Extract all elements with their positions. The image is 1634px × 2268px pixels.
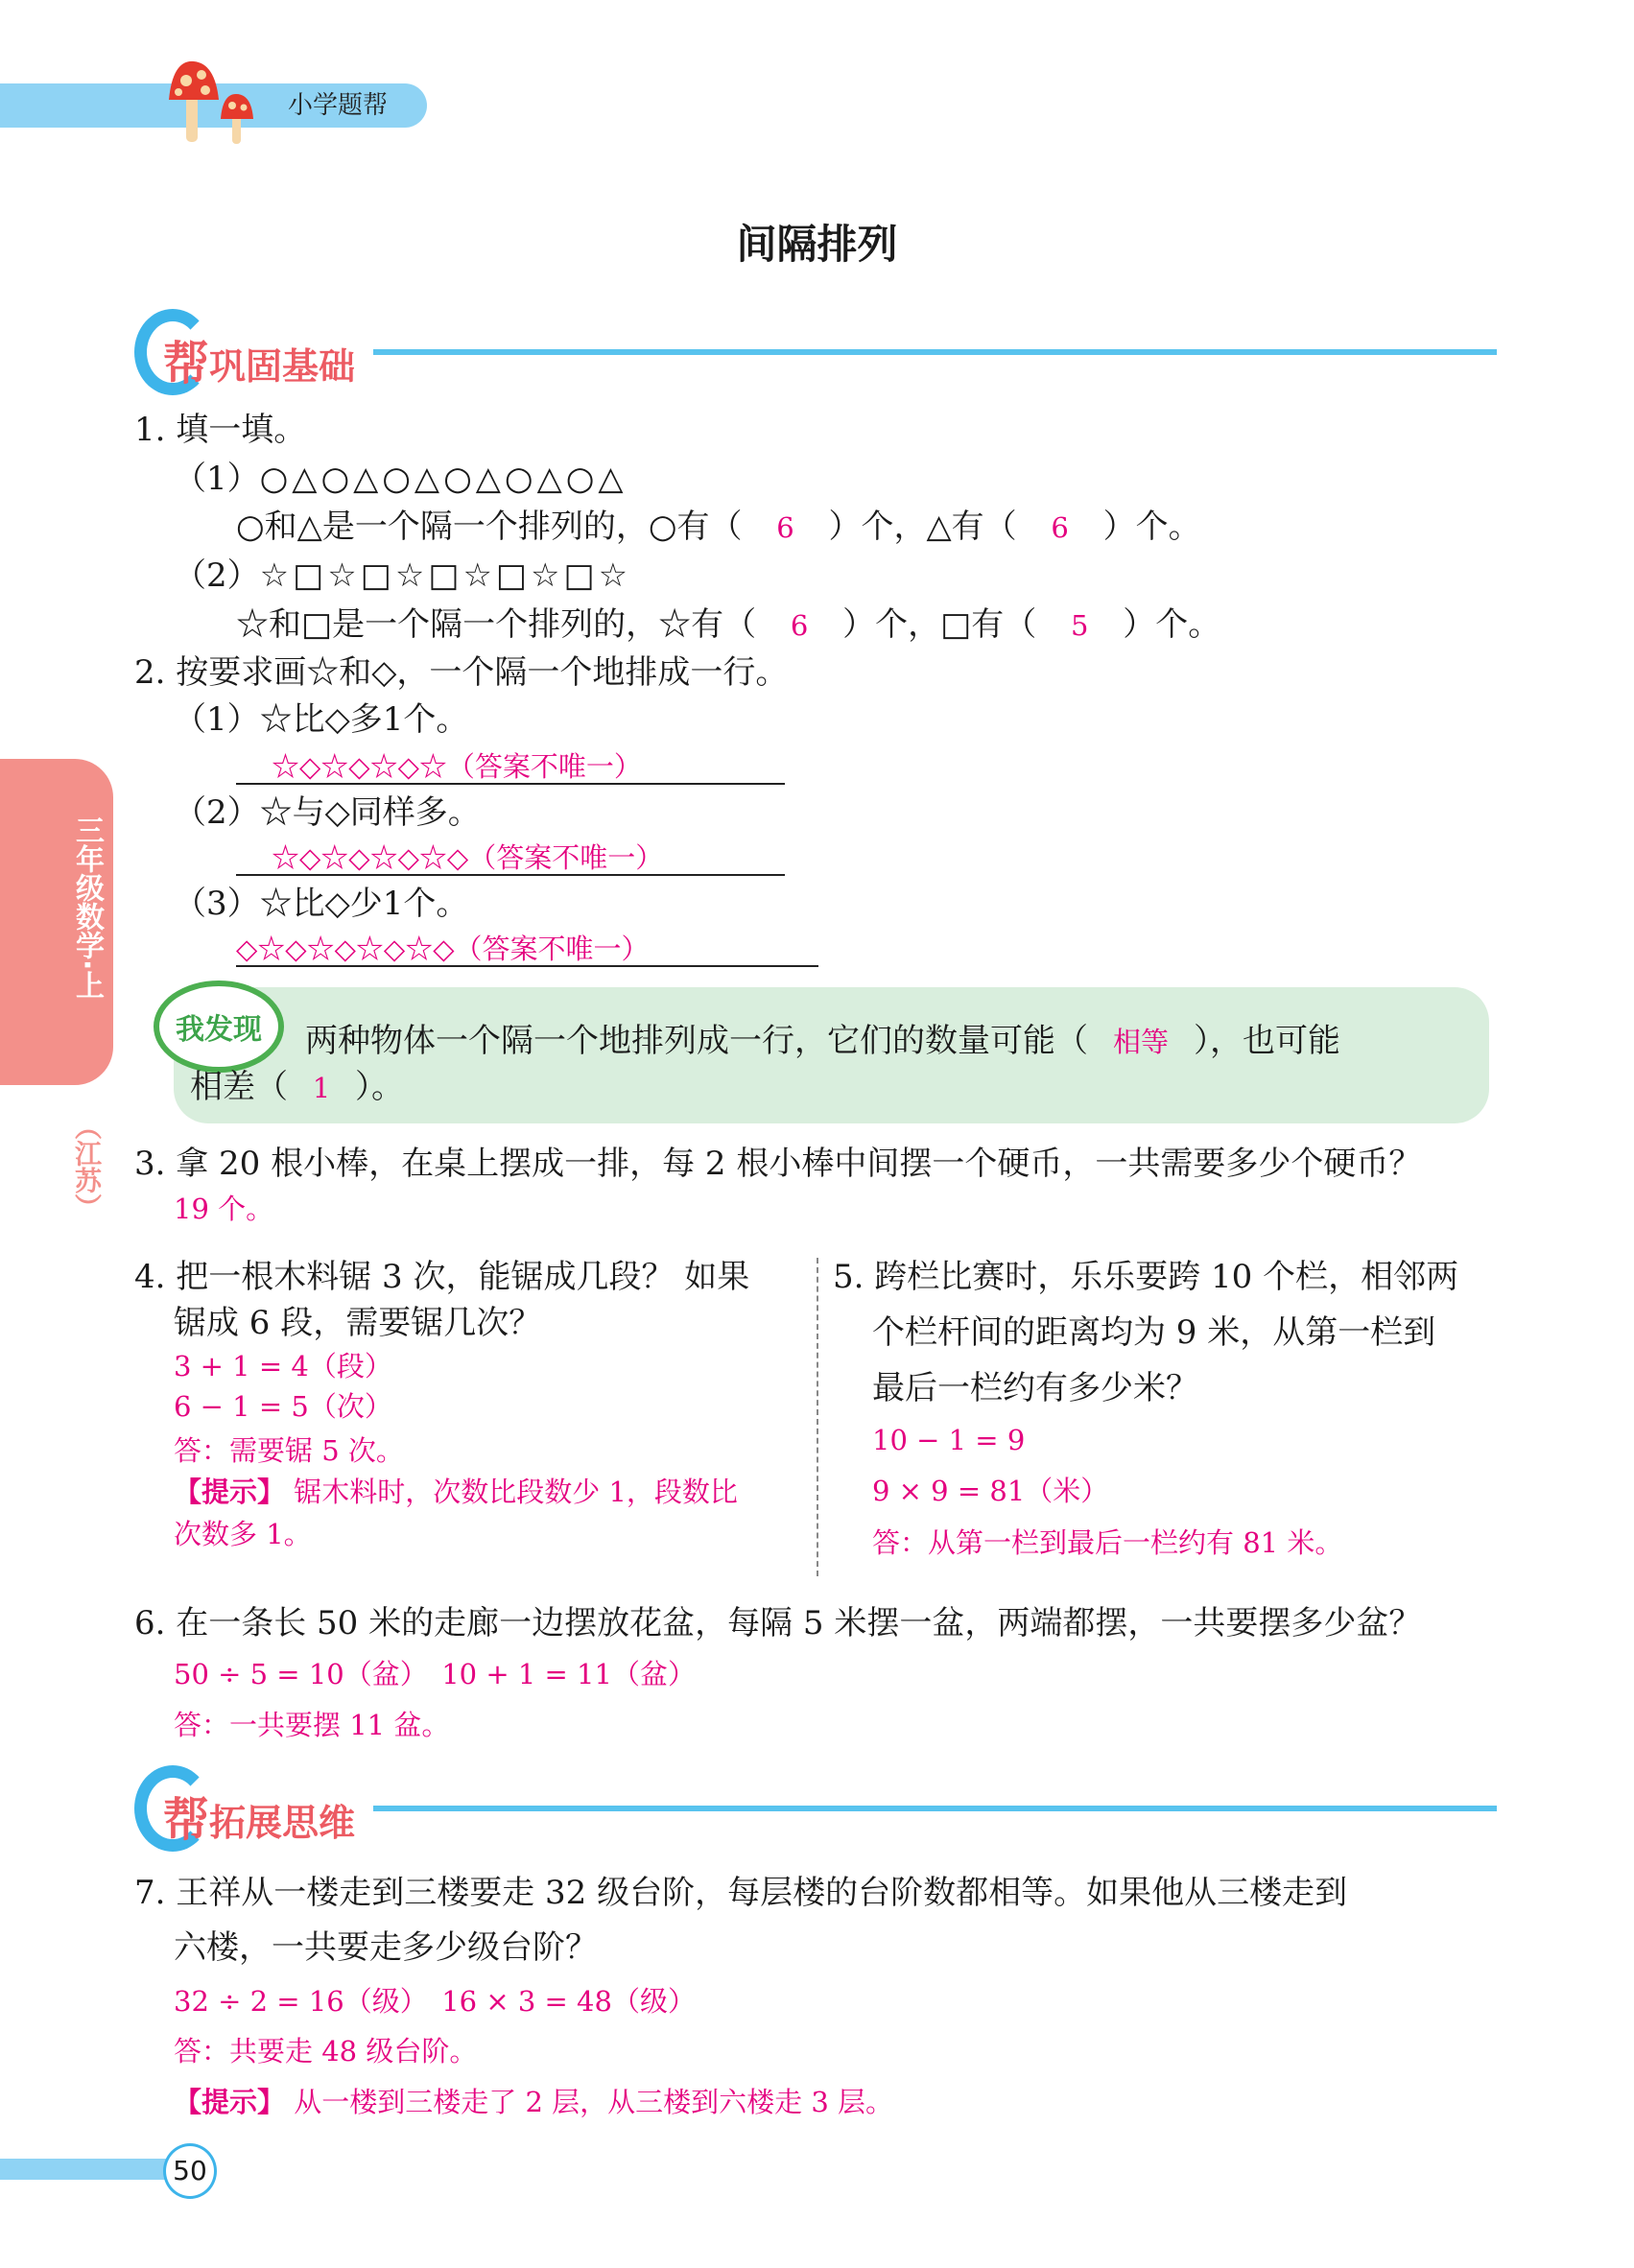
section-badge-char: 帮 <box>163 337 210 390</box>
shape-sequence: ☆□☆□☆□☆□☆□☆ <box>259 556 632 595</box>
discover-line-1 <box>305 1017 1340 1066</box>
shape-sequence: ○△○△○△○△○△○△ <box>259 460 628 498</box>
section-title: 拓展思维 <box>209 1802 356 1844</box>
statement-text: ）个。 <box>1123 605 1221 644</box>
q2-item-label: （2）☆与◇同样多。 <box>174 793 481 832</box>
statement-text: ）个，△有（ <box>828 508 1017 546</box>
q7-question-line-1: 7. 王祥从一楼走到三楼要走 32 级台阶，每层楼的台阶数都相等。如果他从三楼走到 <box>134 1874 1348 1912</box>
side-tab-label: 三年级数学·上 <box>70 815 104 1000</box>
q4-work-line: 3 + 1 = 4（段） <box>174 1350 392 1382</box>
statement-text: ○和△是一个隔一个排列的，○有（ <box>236 508 743 546</box>
hint-text: 从一楼到三楼走了 2 层，从三楼到六楼走 3 层。 <box>294 2086 894 2118</box>
q7-answer: 答：共要走 48 级台阶。 <box>174 2035 478 2067</box>
q3-question: 3. 拿 20 根小棒，在桌上摆成一排，每 2 根小棒中间摆一个硬币，一共需要多少个硬币？ <box>134 1145 1422 1183</box>
discover-badge-label: 我发现 <box>176 1013 262 1047</box>
q6-question: 6. 在一条长 50 米的走廊一边摆放花盆，每隔 5 米摆一盆，两端都摆，一共要摆多少盆？ <box>134 1604 1422 1642</box>
discover-text: ），也可能 <box>1194 1022 1340 1060</box>
discover-text: ）。 <box>355 1068 404 1106</box>
q5-question-line-1: 5. 跨栏比赛时，乐乐要跨 10 个栏，相邻两 <box>833 1258 1459 1296</box>
q3-answer: 19 个。 <box>174 1193 274 1225</box>
discover-text: 相差（ <box>190 1068 288 1106</box>
page-number: 50 <box>163 2143 217 2199</box>
q2-item-label: （3）☆比◇少1个。 <box>174 885 469 923</box>
discover-text: 两种物体一个隔一个地排列成一行，它们的数量可能（ <box>305 1022 1088 1060</box>
q5-work-line: 9 × 9 = 81（米） <box>872 1475 1109 1507</box>
q7-hint <box>174 2078 893 2126</box>
q2-item-answer: ◇☆◇☆◇☆◇☆◇（答案不唯一） <box>236 933 650 965</box>
answer-blank: 6 <box>1051 511 1069 544</box>
q4-answer: 答：需要锯 5 次。 <box>174 1434 404 1467</box>
statement-text: ）个，□有（ <box>842 605 1037 644</box>
q2-item-answer: ☆◇☆◇☆◇☆（答案不唯一） <box>272 750 642 783</box>
q1-part2-statement <box>236 601 1220 650</box>
discover-badge <box>154 980 284 1073</box>
brand-name: 小学题帮 <box>288 91 389 120</box>
answer-blank: 相等 <box>1112 1026 1169 1058</box>
q2-item-answer: ☆◇☆◇☆◇☆◇（答案不唯一） <box>272 841 664 874</box>
section-title: 巩固基础 <box>209 345 356 388</box>
q1-part1-statement <box>236 503 1201 552</box>
q2-title: 2. 按要求画☆和◇，一个隔一个地排成一行。 <box>134 653 789 692</box>
page-title: 间隔排列 <box>736 221 898 268</box>
q7-question-line-2: 六楼，一共要走多少级台阶？ <box>174 1928 598 1967</box>
q1-title: 1. 填一填。 <box>134 411 307 449</box>
section-badge-char: 帮 <box>163 1793 210 1847</box>
answer-line <box>236 783 785 785</box>
answer-line <box>236 874 785 876</box>
q5-question-line-3: 最后一栏约有多少米？ <box>872 1369 1198 1407</box>
q4-work-line: 6 − 1 = 5（次） <box>174 1390 392 1423</box>
q5-work-line: 10 − 1 = 9 <box>872 1424 1026 1456</box>
statement-text: ☆和□是一个隔一个排列的，☆有（ <box>236 605 757 644</box>
q6-answer: 答：一共要摆 11 盆。 <box>174 1709 450 1741</box>
q1-part2-sequence <box>174 552 631 600</box>
section-divider <box>373 1806 1497 1811</box>
q4-question-line-1: 4. 把一根木料锯 3 次，能锯成几段？ 如果 <box>134 1258 750 1296</box>
q7-work: 32 ÷ 2 = 16（级） 16 × 3 = 48（级） <box>174 1985 696 2018</box>
q2-item-label: （1）☆比◇多1个。 <box>174 700 469 739</box>
side-tab-region: （江苏） <box>71 1113 103 1220</box>
q5-answer: 答：从第一栏到最后一栏约有 81 米。 <box>872 1526 1343 1559</box>
statement-text: ）个。 <box>1102 508 1201 546</box>
mushroom-logo-icon <box>165 59 280 146</box>
q1-part1-sequence <box>174 455 628 503</box>
q4-question-line-2: 锯成 6 段，需要锯几次？ <box>174 1304 542 1342</box>
answer-line <box>236 965 818 967</box>
hint-text: 锯木料时，次数比段数少 1，段数比 <box>294 1476 738 1508</box>
footer-band <box>0 2159 182 2180</box>
q1-part2-label: （2） <box>174 556 260 595</box>
answer-blank: 5 <box>1071 609 1089 642</box>
q4-hint <box>174 1468 738 1516</box>
q4-hint-cont: 次数多 1。 <box>174 1518 312 1550</box>
discover-line-2 <box>190 1063 404 1112</box>
q5-question-line-2: 个栏杆间的距离均为 9 米，从第一栏到 <box>872 1313 1436 1352</box>
section-divider <box>373 349 1497 355</box>
answer-blank: 6 <box>776 511 794 544</box>
q6-work: 50 ÷ 5 = 10（盆） 10 + 1 = 11（盆） <box>174 1658 696 1690</box>
q1-part1-label: （1） <box>174 460 260 498</box>
hint-label: 【提示】 <box>174 1476 286 1508</box>
column-divider <box>817 1258 818 1576</box>
answer-blank: 1 <box>312 1072 331 1104</box>
hint-label: 【提示】 <box>174 2086 286 2118</box>
answer-blank: 6 <box>790 609 809 642</box>
